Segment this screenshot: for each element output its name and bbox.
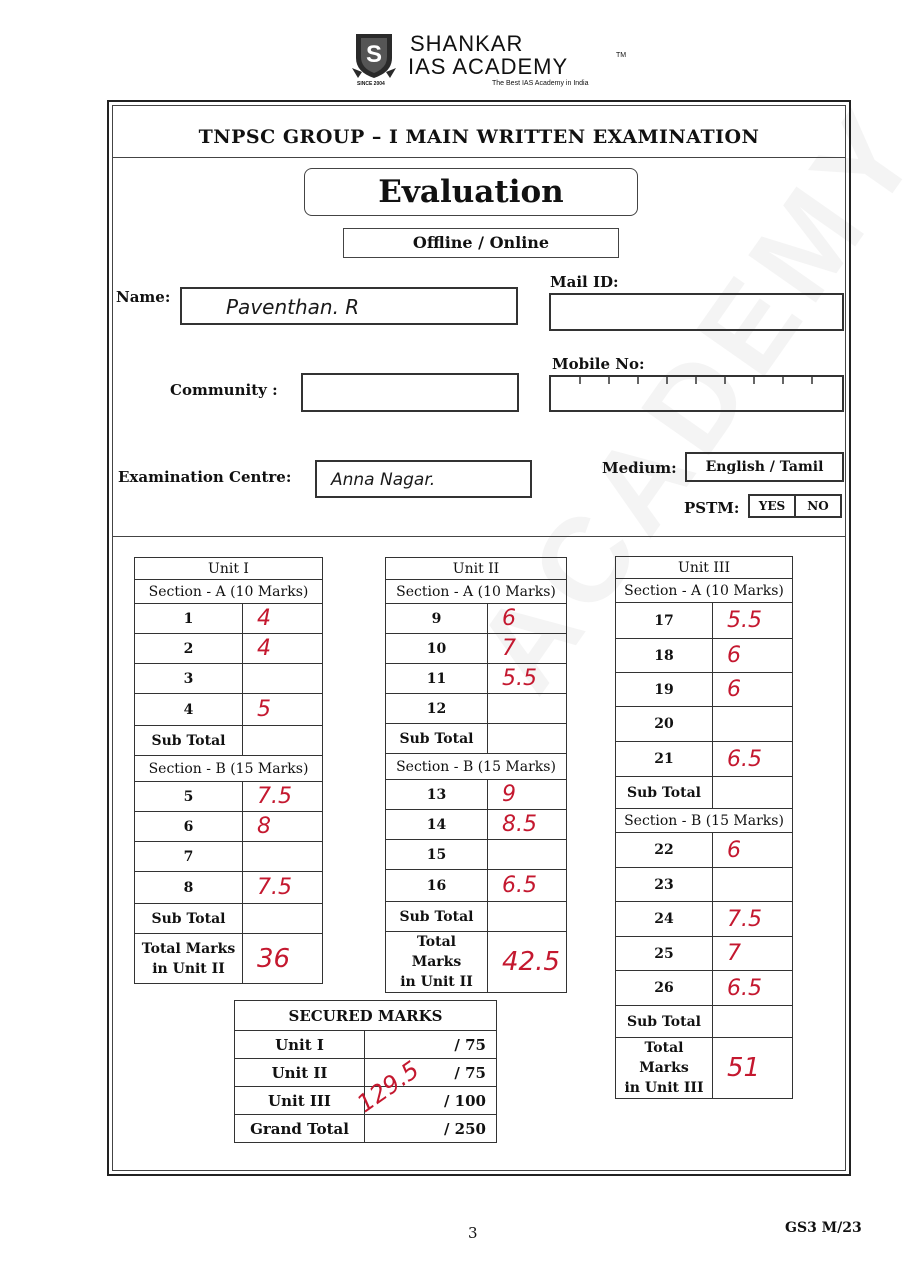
- logo-title-line2: IAS ACADEMY: [408, 54, 569, 79]
- mobile-field[interactable]: [549, 375, 844, 412]
- unit3-title: Unit III: [616, 557, 793, 579]
- unit3-mark[interactable]: [713, 868, 793, 902]
- unit1-q: 5: [135, 782, 243, 812]
- unit2-q: 11: [386, 664, 488, 694]
- unit1-mark[interactable]: 4: [243, 634, 323, 664]
- unit3-mark[interactable]: 6: [713, 833, 793, 868]
- unit3-total-value[interactable]: 51: [713, 1038, 793, 1099]
- mobile-digit-ticks: [551, 377, 842, 387]
- logo-tagline: The Best IAS Academy in India: [492, 80, 589, 87]
- unit2-table: [385, 557, 567, 993]
- unit1-mark[interactable]: 7.5: [243, 782, 323, 812]
- unit1-q: 6: [135, 812, 243, 842]
- exam-title: TNPSC GROUP – I MAIN WRITTEN EXAMINATION: [198, 126, 760, 148]
- unit3-q: 25: [616, 937, 713, 971]
- unit2-total-value[interactable]: 42.5: [488, 932, 567, 993]
- unit2-q: 10: [386, 634, 488, 664]
- unit1-q: 8: [135, 872, 243, 904]
- unit3-q: 17: [616, 603, 713, 639]
- unit2-section-a: Section - A (10 Marks): [386, 580, 567, 604]
- unit1-q: 3: [135, 664, 243, 694]
- pstm-yes[interactable]: YES: [758, 499, 786, 513]
- evaluation-heading: Evaluation: [304, 168, 638, 216]
- unit3-mark[interactable]: [713, 707, 793, 742]
- unit1-subtotal-b-label: Sub Total: [135, 904, 243, 934]
- logo-since: SINCE 2004: [357, 81, 385, 87]
- unit3-mark[interactable]: 7.5: [713, 902, 793, 937]
- unit1-mark[interactable]: 4: [243, 604, 323, 634]
- unit1-mark[interactable]: [243, 664, 323, 694]
- unit2-mark[interactable]: [488, 840, 567, 870]
- unit1-q: 7: [135, 842, 243, 872]
- centre-value: Anna Nagar.: [331, 470, 436, 490]
- unit2-subtotal-b[interactable]: [488, 902, 567, 932]
- unit1-subtotal-b[interactable]: [243, 904, 323, 934]
- secured-row-value[interactable]: / 100: [365, 1087, 497, 1115]
- unit3-mark[interactable]: 6: [713, 639, 793, 673]
- unit3-q: 18: [616, 639, 713, 673]
- unit3-subtotal-a[interactable]: [713, 777, 793, 809]
- unit3-q: 20: [616, 707, 713, 742]
- unit3-q: 23: [616, 868, 713, 902]
- unit3-q: 24: [616, 902, 713, 937]
- unit2-q: 16: [386, 870, 488, 902]
- unit2-mark[interactable]: 8.5: [488, 810, 567, 840]
- logo-title-line1: SHANKAR: [410, 31, 524, 56]
- unit2-subtotal-b-label: Sub Total: [386, 902, 488, 932]
- unit2-mark[interactable]: 9: [488, 780, 567, 810]
- secured-marks-heading: SECURED MARKS: [235, 1001, 497, 1031]
- unit1-q: 4: [135, 694, 243, 726]
- unit1-q: 1: [135, 604, 243, 634]
- community-label: Community :: [170, 381, 278, 399]
- unit2-total-label-2: in Unit II: [400, 974, 473, 990]
- unit1-mark[interactable]: 7.5: [243, 872, 323, 904]
- academy-logo-badge: [352, 28, 396, 80]
- secured-row-label: Unit II: [235, 1059, 365, 1087]
- unit1-table: [134, 557, 323, 984]
- unit2-mark[interactable]: 7: [488, 634, 567, 664]
- unit3-subtotal-a-label: Sub Total: [616, 777, 713, 809]
- unit2-subtotal-a[interactable]: [488, 724, 567, 754]
- unit2-title: Unit II: [386, 558, 567, 580]
- logo-badge-letter: S: [365, 41, 383, 68]
- unit3-total-label-1: Total Marks: [639, 1040, 689, 1076]
- name-label: Name:: [116, 288, 171, 306]
- unit3-q: 21: [616, 742, 713, 777]
- unit3-subtotal-b[interactable]: [713, 1006, 793, 1038]
- unit2-mark[interactable]: 6: [488, 604, 567, 634]
- unit3-mark[interactable]: 6.5: [713, 971, 793, 1006]
- unit1-mark[interactable]: [243, 842, 323, 872]
- pstm-no[interactable]: NO: [794, 496, 840, 516]
- medium-field[interactable]: English / Tamil: [685, 452, 844, 482]
- page-code: GS3 M/23: [785, 1220, 862, 1236]
- unit1-subtotal-a-label: Sub Total: [135, 726, 243, 756]
- unit2-section-b: Section - B (15 Marks): [386, 754, 567, 780]
- unit2-q: 14: [386, 810, 488, 840]
- centre-field[interactable]: [315, 460, 532, 498]
- name-value: Paventhan. R: [226, 295, 360, 319]
- title-divider: [112, 157, 846, 158]
- centre-label: Examination Centre:: [118, 468, 292, 486]
- unit1-total-label-1: Total Marks: [141, 940, 236, 957]
- unit3-section-b: Section - B (15 Marks): [616, 809, 793, 833]
- unit2-mark[interactable]: [488, 694, 567, 724]
- mobile-label: Mobile No:: [552, 355, 645, 373]
- unit1-mark[interactable]: 5: [243, 694, 323, 726]
- secured-row-value[interactable]: / 75: [365, 1031, 497, 1059]
- name-field[interactable]: [180, 287, 518, 325]
- secured-row-value[interactable]: / 75: [365, 1059, 497, 1087]
- unit1-q: 2: [135, 634, 243, 664]
- unit2-q: 15: [386, 840, 488, 870]
- unit3-section-a: Section - A (10 Marks): [616, 579, 793, 603]
- mail-field[interactable]: [549, 293, 844, 331]
- unit3-total-label-2: in Unit III: [624, 1080, 704, 1096]
- unit2-mark[interactable]: 5.5: [488, 664, 567, 694]
- unit3-q: 26: [616, 971, 713, 1006]
- unit1-title: Unit I: [135, 558, 323, 580]
- pstm-options[interactable]: [748, 494, 842, 518]
- unit2-mark[interactable]: 6.5: [488, 870, 567, 902]
- unit1-section-b: Section - B (15 Marks): [135, 756, 323, 782]
- page-number: 3: [468, 1224, 478, 1242]
- unit1-section-a: Section - A (10 Marks): [135, 580, 323, 604]
- unit1-total-value[interactable]: 36: [243, 934, 323, 984]
- unit3-mark[interactable]: 6: [713, 673, 793, 707]
- unit3-q: 19: [616, 673, 713, 707]
- mail-label: Mail ID:: [550, 273, 619, 291]
- logo-trademark: TM: [616, 52, 627, 59]
- secured-marks-table: [234, 1000, 497, 1143]
- secured-row-value[interactable]: / 250: [365, 1115, 497, 1143]
- unit3-mark[interactable]: 7: [713, 937, 793, 971]
- unit2-total-label-1: Total Marks: [411, 934, 462, 970]
- grand-total-handwritten: 129.5: [351, 1055, 425, 1118]
- unit2-q: 9: [386, 604, 488, 634]
- secured-row-label: Unit I: [235, 1031, 365, 1059]
- pstm-label: PSTM:: [684, 499, 740, 517]
- unit3-q: 22: [616, 833, 713, 868]
- unit2-q: 12: [386, 694, 488, 724]
- unit1-mark[interactable]: 8: [243, 812, 323, 842]
- secured-row-label: Grand Total: [235, 1115, 365, 1143]
- unit1-total-label-2: in Unit II: [152, 960, 225, 977]
- medium-label: Medium:: [602, 459, 677, 477]
- unit1-subtotal-a[interactable]: [243, 726, 323, 756]
- unit3-mark[interactable]: 5.5: [713, 603, 793, 639]
- unit3-subtotal-b-label: Sub Total: [616, 1006, 713, 1038]
- secured-row-label: Unit III: [235, 1087, 365, 1115]
- unit3-mark[interactable]: 6.5: [713, 742, 793, 777]
- details-divider: [112, 536, 846, 537]
- unit2-subtotal-a-label: Sub Total: [386, 724, 488, 754]
- unit2-q: 13: [386, 780, 488, 810]
- mode-field: Offline / Online: [343, 228, 619, 258]
- unit3-table: [615, 556, 793, 1099]
- community-field[interactable]: [301, 373, 519, 412]
